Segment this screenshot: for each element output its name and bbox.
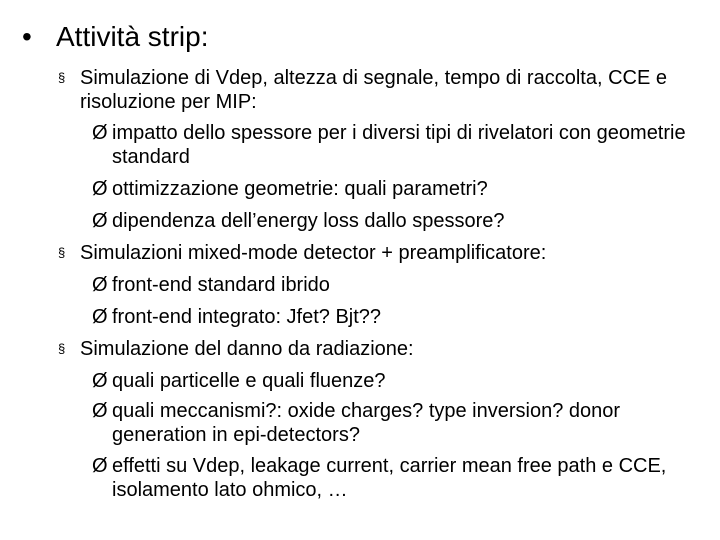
sub-list-item (92, 273, 712, 297)
sub-list-item-text: effetti su Vdep, leakage current, carrier mean free path e CCE, isolamento lato ohmico, … (112, 455, 667, 501)
sub-list-item (92, 454, 712, 502)
slide-title (22, 20, 208, 54)
section-bullet: § (58, 341, 66, 356)
sub-list-item (92, 177, 712, 201)
sub-list-item-text: front-end standard ibrido (112, 274, 330, 296)
sub-list-item (92, 209, 712, 233)
list-item-text: Simulazione di Vdep, altezza di segnale, tempo di raccolta, CCE e risoluzione per MIP: (80, 67, 667, 113)
title-bullet: • (22, 21, 32, 52)
section-bullet: § (58, 245, 66, 260)
list-item (58, 66, 700, 114)
arrow-bullet: Ø (92, 400, 108, 422)
sub-list-item (92, 305, 712, 329)
sub-list-item-text: dipendenza dell’energy loss dallo spessore? (112, 210, 505, 232)
sub-list-item (92, 121, 712, 169)
list-item-text: Simulazione del danno da radiazione: (80, 338, 414, 360)
arrow-bullet: Ø (92, 178, 108, 200)
sub-list-item (92, 399, 712, 447)
sub-list-item-text: ottimizzazione geometrie: quali parametri? (112, 178, 488, 200)
arrow-bullet: Ø (92, 210, 108, 232)
sub-list-item-text: impatto dello spessore per i diversi tipi di rivelatori con geometrie standard (112, 122, 686, 168)
sub-list-item-text: front-end integrato: Jfet? Bjt?? (112, 306, 382, 328)
arrow-bullet: Ø (92, 455, 108, 477)
sub-list-item-text: quali particelle e quali fluenze? (112, 370, 386, 392)
section-bullet: § (58, 70, 66, 85)
list-item (58, 241, 700, 265)
sub-list-item-text: quali meccanismi?: oxide charges? type inversion? donor generation in epi-detectors? (112, 400, 621, 446)
list-item (58, 337, 700, 361)
list-item-text: Simulazioni mixed-mode detector + preamplificatore: (80, 242, 547, 264)
title-text: Attività strip: (56, 21, 209, 52)
sub-list-item (92, 369, 712, 393)
arrow-bullet: Ø (92, 306, 108, 328)
arrow-bullet: Ø (92, 370, 108, 392)
arrow-bullet: Ø (92, 122, 108, 144)
arrow-bullet: Ø (92, 274, 108, 296)
